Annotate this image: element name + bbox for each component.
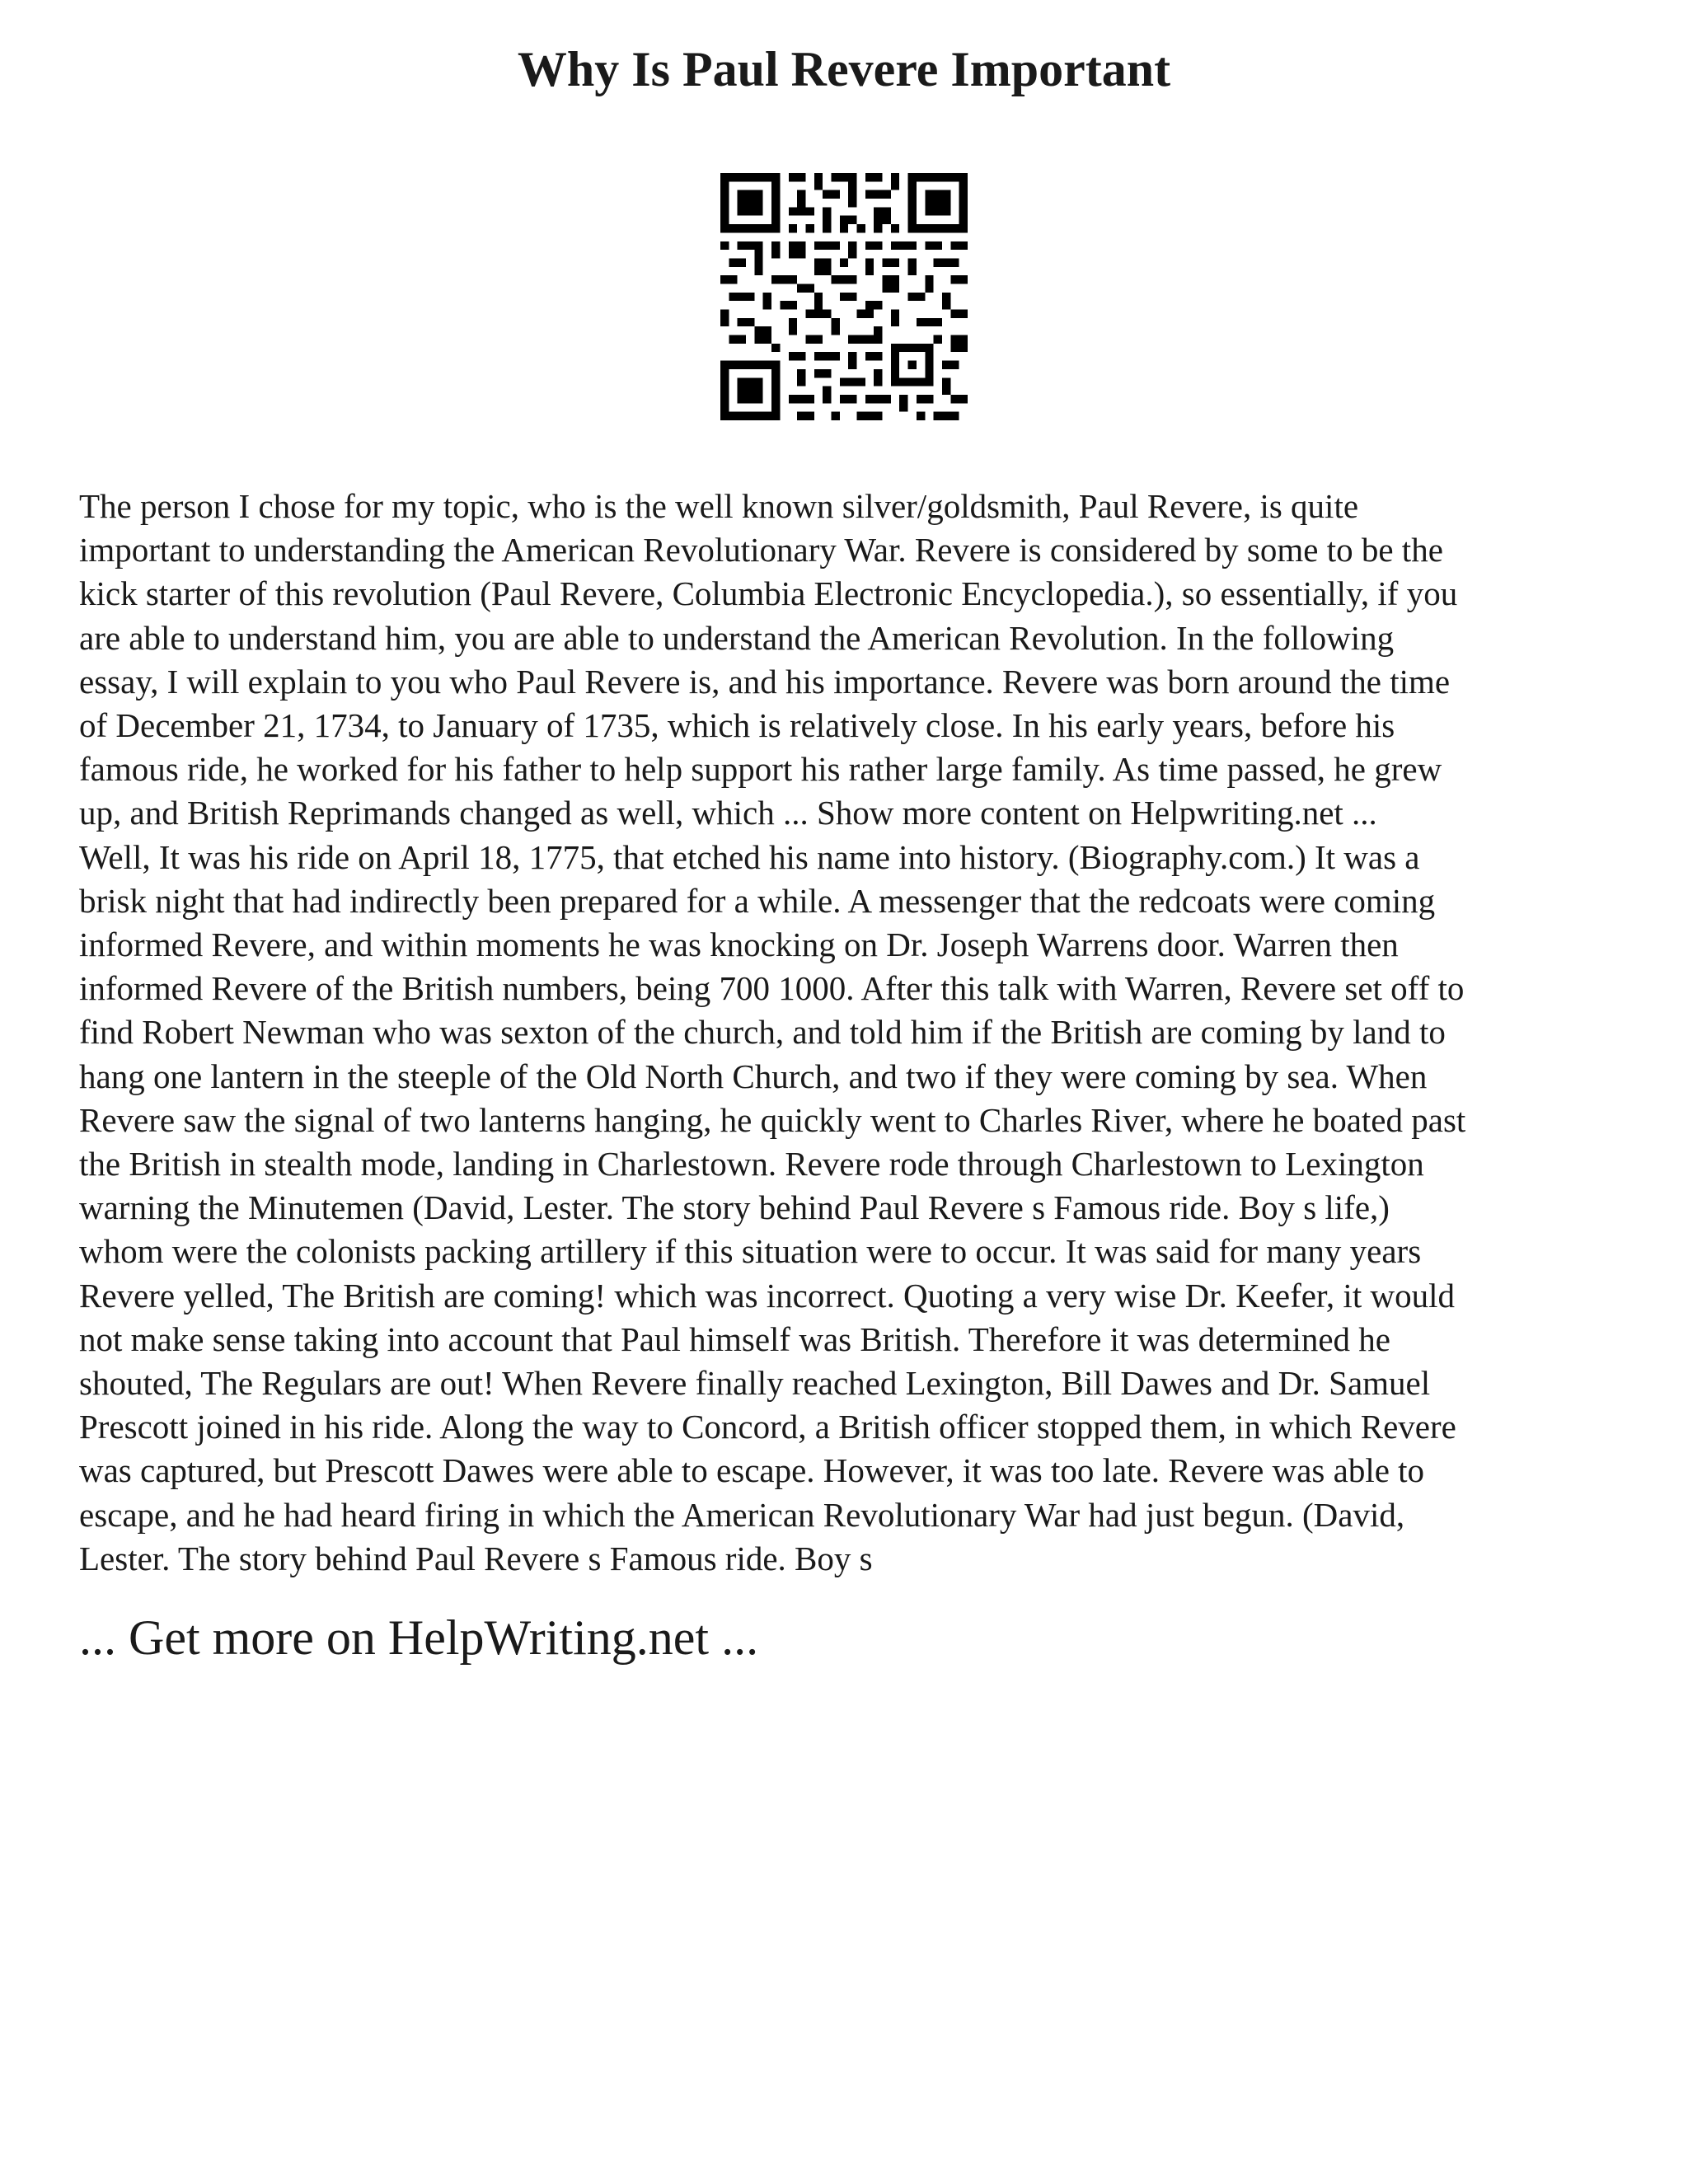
get-more-link[interactable]: ... Get more on HelpWriting.net ... — [79, 1610, 759, 1665]
page-title: Why Is Paul Revere Important — [517, 42, 1171, 96]
qr-code-icon[interactable] — [720, 173, 968, 420]
essay-body: The person I chose for my topic, who is the well known silver/goldsmith, Paul Revere, is quite important to understanding the American Revolutionary War. Revere is considered by some to be the kick starter of this revolution (Paul Revere, Columbia Electronic Encyclopedia.), so essentially, if you are able to understand him, you are able to understand the American Revolution. In the following essay, I will explain to you who Paul Revere is, and his importance. Revere was born around the time of December 21, 1734, to January of 1735, which is relatively close. In his early years, before his famous ride, he worked for his father to help support his rather large family. As time passed, he grew up, and British Reprimands changed as well, which ... Show more content on Helpwriting.net ... Well, It was his ride on April 18, 1775, that etched his name into history. (Biography.com.) It was a brisk night that had indirectly been prepared for a while. A messenger that the redcoats were coming informed Revere, and within moments he was knocking on Dr. Joseph Warrens door. Warren then informed Revere of the British numbers, being 700 1000. After this talk with Warren, Revere set off to find Robert Newman who was sexton of the church, and told him if the British are coming by land to hang one lantern in the steeple of the Old North Church, and two if they were coming by sea. When Revere saw the signal of two lanterns hanging, he quickly went to Charles River, where he boated past the British in stealth mode, landing in Charlestown. Revere rode through Charlestown to Lexington warning the Minutemen (David, Lester. The story behind Paul Revere s Famous ride. Boy s life,) whom were the colonists packing artillery if this situation were to occur. It was said for many years Revere yelled, The British are coming! which was incorrect. Quoting a very wise Dr. Keefer, it would not make sense taking into account that Paul himself was British. Therefore it was determined he shouted, The Regulars are out! When Revere finally reached Lexington, Bill Dawes and Dr. Samuel Prescott joined in his ride. Along the way to Concord, a British officer stopped them, in which Revere was captured, but Prescott Dawes were able to escape. However, it was too late. Revere was able to escape, and he had heard firing in which the American Revolutionary War had just begun. (David, Lester. The story behind Paul Revere s Famous ride. Boy s — [79, 487, 1466, 1577]
